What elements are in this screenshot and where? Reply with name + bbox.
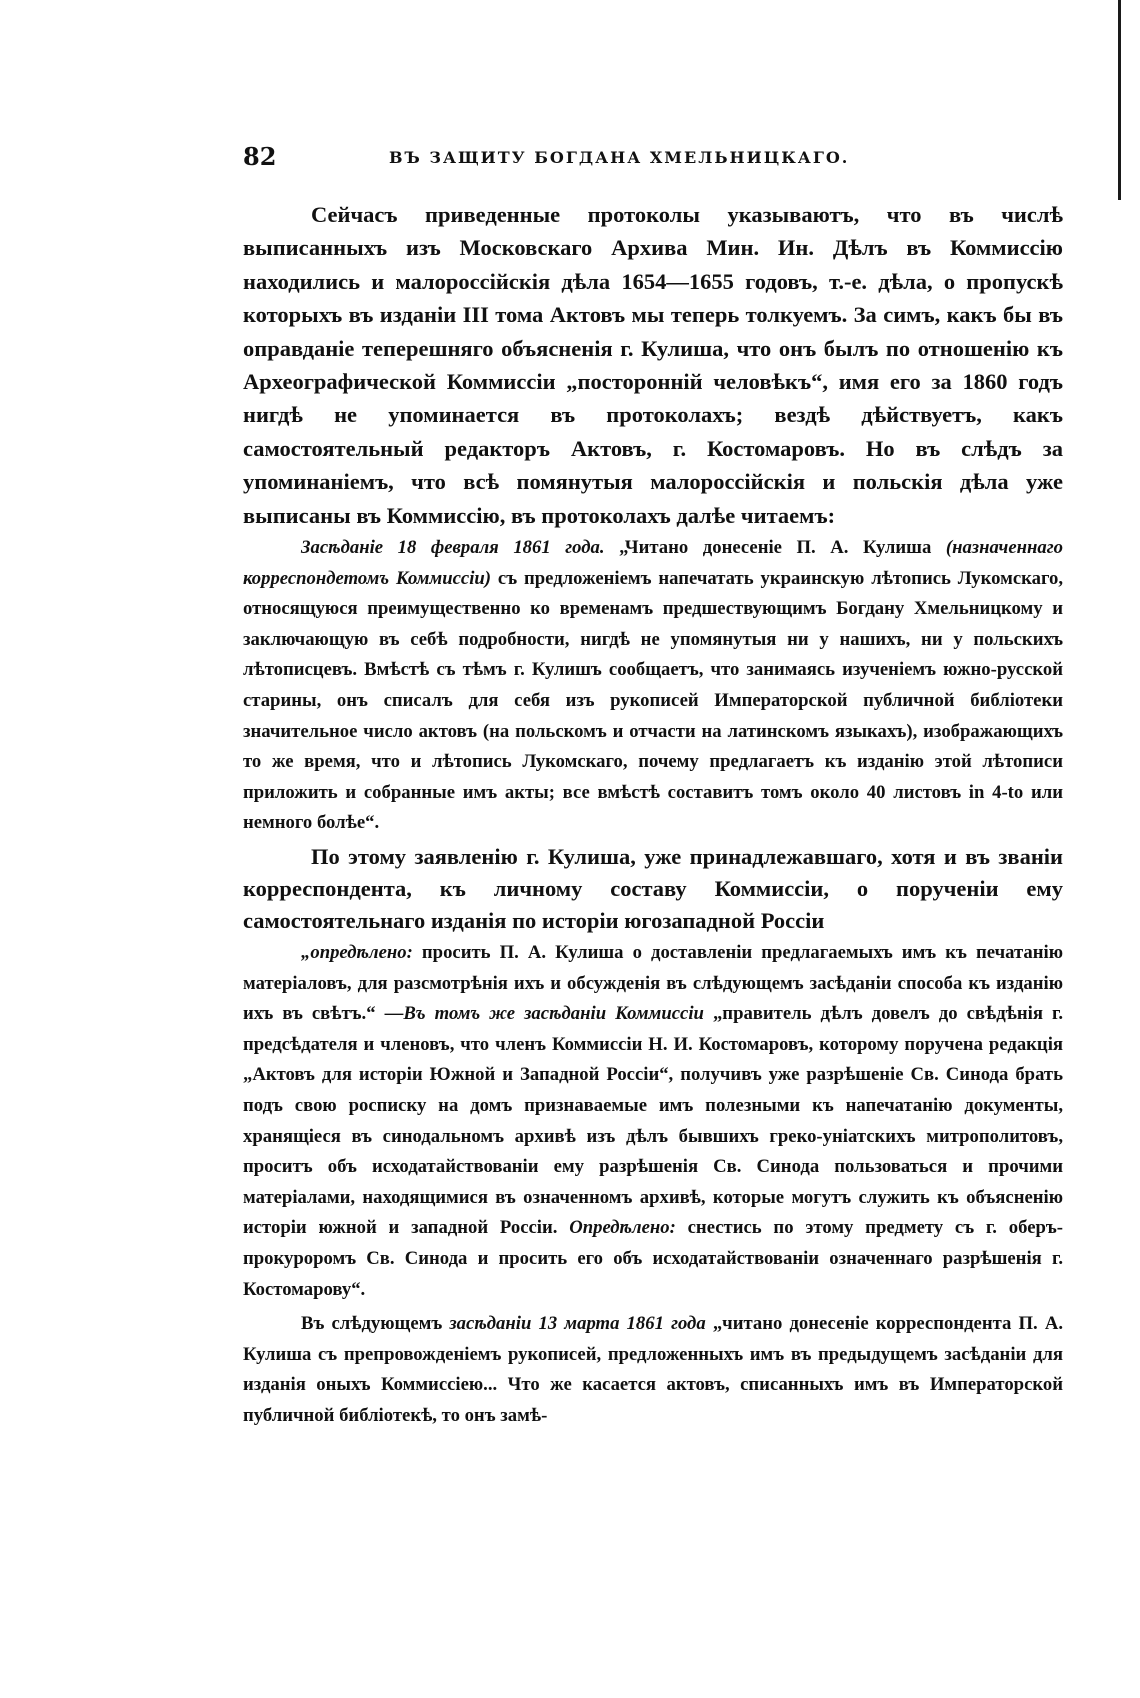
paragraph-5-text-b: „читано донесеніе корреспондента П. А. Кулиша съ препровожденіемъ рукописей, предложенныхъ имъ въ предыдущемъ засѣданіи для изданія оныхъ Коммиссіею... Что же касается актовъ, списанныхъ имъ въ Императорской публичной библіотекѣ, то онъ замѣ- [243, 1313, 1063, 1426]
session-march-italic: засѣданіи 13 марта 1861 года [449, 1313, 706, 1335]
paragraph-2-text-b: съ предложеніемъ напечатать украинскую лѣтопись Лукомскаго, относящуюся преимущественно ко временамъ предшествующимъ Богдану Хмельницкому и заключающую въ себѣ подробности, нигдѣ не упомянутыя ни у нашихъ, ни у польскихъ лѣтописцевъ. Вмѣстѣ съ тѣмъ г. Кулишъ сообщаетъ, что занимаясь изученіемъ южно-русской старины, онъ списалъ для себя изъ рукописей Императорской публичной библіотеки значительное число актовъ (на польскомъ и отчасти на латинскомъ языкахъ), изображающихъ то же время, что и лѣтопись Лукомскаго, почему предлагаетъ къ изданію этой лѣтописи приложить и собранные имъ акты; все вмѣстѣ составитъ томъ около 40 листовъ in 4-to или немного болѣе“. [243, 567, 1063, 834]
paragraph-5 [243, 1309, 1063, 1431]
paragraph-2 [243, 533, 1063, 839]
paragraph-4 [243, 938, 1063, 1305]
paragraph-1: Сейчасъ приведенные протоколы указываютъ, что въ числѣ выписанныхъ изъ Московскаго Архива Мин. Ин. Дѣлъ въ Коммиссію находились и малороссійскія дѣла 1654—1655 годовъ, т.-е. дѣла, о пропускѣ которыхъ въ изданіи III тома Актовъ мы теперь толкуемъ. За симъ, какъ бы въ оправданіе теперешняго объясненія г. Кулиша, что онъ былъ по отношенію къ Археографической Коммиссіи „посторонній человѣкъ“, имя его за 1860 годъ нигдѣ не упоминается въ протоколахъ; вездѣ дѣйствуетъ, какъ самостоятельный редакторъ Актовъ, г. Костомаровъ. Но въ слѣдъ за упоминаніемъ, что всѣ помянутыя малороссійскія и польскія дѣла уже выписаны въ Коммиссію, въ протоколахъ далѣе читаемъ: [243, 202, 1063, 528]
paragraph-2-text-a: „Читано донесеніе П. А. Кулиша [604, 537, 946, 559]
resolved-italic-2: Опредѣлено: [569, 1217, 676, 1239]
correspondent-note-italic: (назначеннаго корреспондетомъ Коммиссіи) [243, 537, 1063, 589]
paragraph-4-text-a: просить П. А. Кулиша о доставленіи предлагаемыхъ имъ къ печатанію матеріаловъ, для разсмотрѣнія ихъ и обсужденія въ слѣдующемъ засѣданіи способа къ изданію ихъ въ свѣтъ.“ — [243, 942, 1063, 1025]
page-edge-rule [1118, 0, 1121, 200]
paragraph-4-text-c: снестись по этому предмету съ г. оберъ-прокуроромъ Св. Синода и просить его объ исходатайствованіи означеннаго разрѣшенія г. Костомарову“. [243, 1217, 1063, 1300]
same-session-italic: Въ томъ же засѣданіи Коммиссіи [403, 1003, 704, 1025]
resolved-italic: „опредѣлено: [301, 942, 413, 963]
running-head: ВЪ ЗАЩИТУ БОГДАНА ХМЕЛЬНИЦКАГО. [389, 148, 850, 167]
page-number: 82 [243, 142, 277, 171]
session-date-italic: Засѣданіе 18 февраля 1861 года. [301, 537, 605, 559]
paragraph-4-text-b: „правитель дѣлъ довелъ до свѣдѣнія г. предсѣдателя и членовъ, что членъ Коммиссіи Н. И. Костомаровъ, которому поручена редакція „Актовъ для исторіи Южной и Западной Россіи“, получивъ уже разрѣшеніе Св. Синода брать подъ свою росписку на домъ признаваемые имъ полезными къ напечатанію документы, хранящіеся въ синодальномъ архивѣ изъ дѣлъ бывшихъ греко-уніатскихъ митрополитовъ, проситъ объ исходатайствованіи ему разрѣшенія Св. Синода пользоваться и прочими матеріалами, находящимися въ означенномъ архивѣ, которые могутъ служить къ объясненію исторіи южной и западной Россіи. [243, 1003, 1064, 1239]
page-body [243, 198, 1063, 1432]
paragraph-5-text-a: Въ слѣдующемъ [301, 1313, 450, 1335]
paragraph-3: По этому заявленію г. Кулиша, уже принадлежавшаго, хотя и въ званіи корреспондента, къ личному составу Коммиссіи, о порученіи ему самостоятельнаго изданія по исторіи югозападной Россіи [243, 844, 1063, 933]
page-header [243, 142, 1063, 172]
